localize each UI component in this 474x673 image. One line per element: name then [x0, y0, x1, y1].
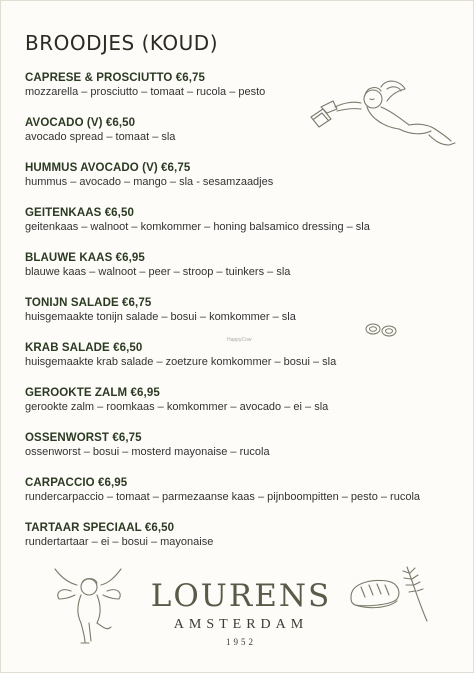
item-name: CARPACCIO €6,95	[25, 477, 128, 489]
item-name: TARTAAR SPECIAAL €6,50	[25, 522, 175, 534]
bread-icon	[347, 575, 403, 611]
item-name: HUMMUS AVOCADO (V) €6,75	[25, 162, 191, 174]
item-description: rundertartaar – ei – bosui – mayonaise	[25, 536, 214, 548]
menu-item	[25, 521, 445, 566]
item-description: blauwe kaas – walnoot – peer – stroop – tuinkers – sla	[25, 266, 291, 278]
menu-title: BROODJES (KOUD)	[25, 31, 218, 55]
brand-year: 1952	[226, 637, 256, 647]
wheat-icon	[397, 563, 437, 623]
item-name: OSSENWORST €6,75	[25, 432, 142, 444]
item-description: mozzarella – prosciutto – tomaat – rucola – pesto	[25, 86, 266, 98]
item-description: hummus – avocado – mango – sla - sesamzaadjes	[25, 176, 274, 188]
item-description: rundercarpaccio – tomaat – parmezaanse kaas – pijnboompitten – pesto – rucola	[25, 491, 421, 503]
cookies-icon	[363, 319, 403, 339]
item-description: huisgemaakte krab salade – zoetzure komkommer – bosui – sla	[25, 356, 337, 368]
menu-item	[25, 476, 445, 521]
menu-item	[25, 341, 445, 386]
item-name: AVOCADO (V) €6,50	[25, 117, 136, 129]
item-name: CAPRESE & PROSCIUTTO €6,75	[25, 72, 206, 84]
brand-logo	[141, 579, 341, 647]
item-description: ossenworst – bosui – mosterd mayonaise – rucola	[25, 446, 270, 458]
menu-item	[25, 431, 445, 476]
item-description: geitenkaas – walnoot – komkommer – honing balsamico dressing – sla	[25, 221, 370, 233]
item-name: GEITENKAAS €6,50	[25, 207, 134, 219]
item-name: KRAB SALADE €6,50	[25, 342, 143, 354]
menu-item	[25, 386, 445, 431]
watermark: HappyCow	[227, 337, 252, 343]
item-name: BLAUWE KAAS €6,95	[25, 252, 145, 264]
item-name: TONIJN SALADE €6,75	[25, 297, 152, 309]
menu-item	[25, 161, 445, 206]
standing-cherub-icon	[51, 565, 131, 647]
item-description: avocado spread – tomaat – sla	[25, 131, 176, 143]
brand-city: AMSTERDAM	[173, 617, 309, 632]
flying-cherub-icon	[301, 79, 461, 159]
menu-item	[25, 206, 445, 251]
brand-name: LOURENS	[150, 578, 332, 614]
item-description: gerookte zalm – roomkaas – komkommer – avocado – ei – sla	[25, 401, 329, 413]
item-name: GEROOKTE ZALM €6,95	[25, 387, 160, 399]
item-description: huisgemaakte tonijn salade – bosui – komkommer – sla	[25, 311, 296, 323]
menu-item	[25, 251, 445, 296]
